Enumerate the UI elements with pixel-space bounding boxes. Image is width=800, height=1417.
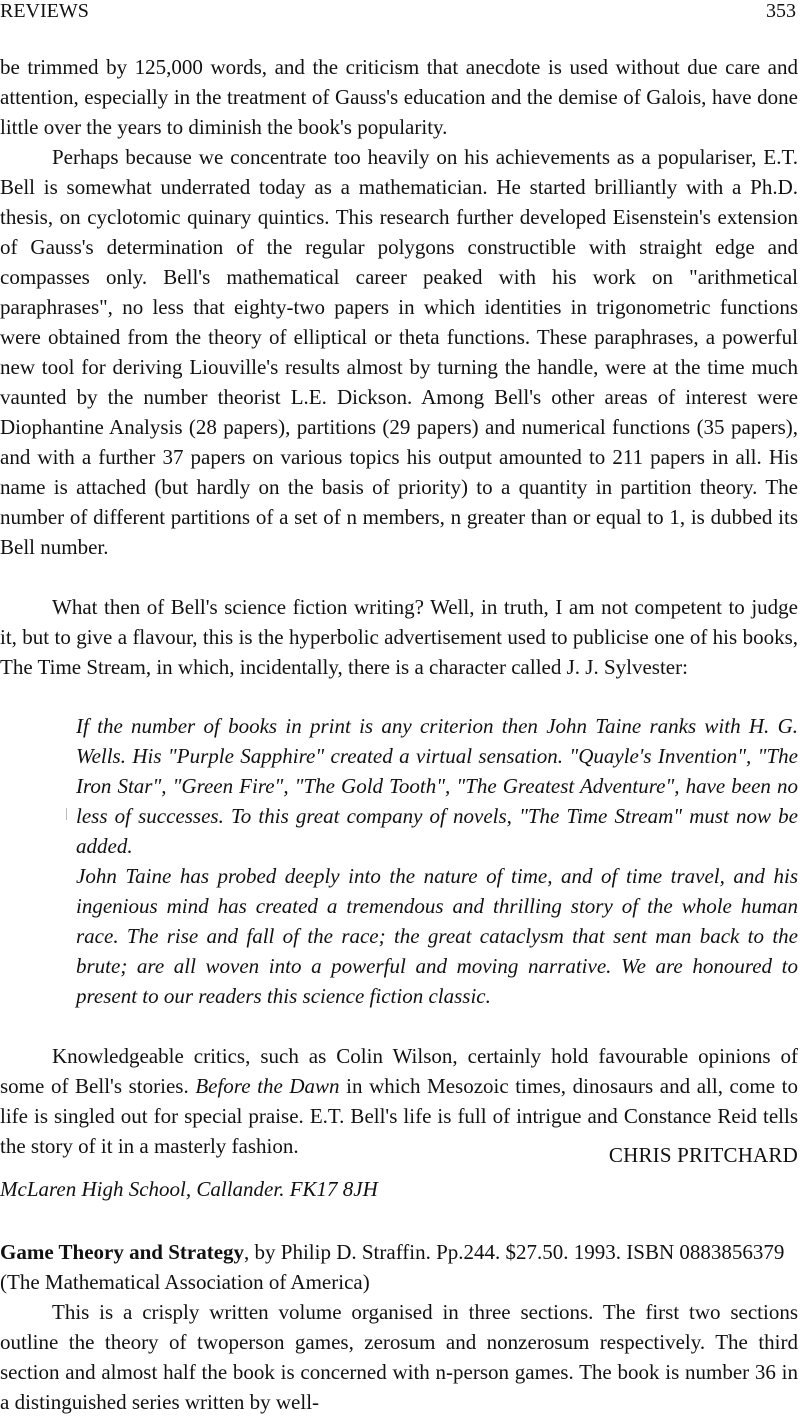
review-heading bbox=[0, 1237, 798, 1297]
review-opening-paragraph: This is a crisply written volume organised in three sections. The first two sections outline the theory of twoperson games, zerosum and nonzerosum respectively. The third section and almost half the book is concerned with n-person games. The book is number 36 in a distinguished series written by well- bbox=[0, 1300, 798, 1414]
book-details: , by Philip D. Straffin. Pp.244. $27.50. 1993. ISBN 0883856379 (The Mathematical Association of America) bbox=[0, 1240, 785, 1294]
page-number: 353 bbox=[766, 0, 796, 22]
closing-text-before: Knowledgeable critics, such as Colin Wilson, certainly hold favourable opinions of some of Bell's stories. bbox=[0, 1044, 798, 1098]
reviewer-affiliation: McLaren High School, Callander. FK17 8JH bbox=[0, 1177, 378, 1201]
quote-paragraph-1: If the number of books in print is any criterion then John Taine ranks with H. G. Wells. His "Purple Sapphire" created a virtual sensation. "Quayle's Invention", "The Iron Star", "Green Fire", "The Gold Tooth", "The Greatest Adventure", have been no less of successes. To this great company of novels, "The Time Stream" must now be added. bbox=[76, 714, 798, 858]
closing-text-after: in which Mesozoic times, dinosaurs and all, come to life is singled out for special praise. E.T. Bell's life is full of intrigue and Constance Reid tells the story of it in a masterly fashion. bbox=[0, 1074, 798, 1158]
paragraph-bell-mathematics: Perhaps because we concentrate too heavily on his achievements as a populariser, E.T. Bell is somewhat underrated today as a mathematician. He started brilliantly with a Ph.D. thesis, on cyclotomic quinary quintics. This research further developed Eisenstein's extension of Gauss's determination of the regular polygons constructible with straight edge and compasses only. Bell's mathematical career peaked with his work on "arithmetical paraphrases", no less that eighty-two papers in which identities in trigonometric functions were obtained from the theory of elliptical or theta functions. These paraphrases, a powerful new tool for deriving Liouville's results almost by turning the handle, were at the time much vaunted by the number theorist L.E. Dickson. Among Bell's other areas of interest were Diophantine Analysis (28 papers), partitions (29 papers) and numerical functions (35 papers), and with a further 37 papers on various topics his output amounted to 211 papers in all. His name is attached (but hardly on the basis of priority) to a quantity in partition theory. The number of different partitions of a set of n members, n greater than or equal to 1, is dubbed its Bell number. bbox=[0, 145, 798, 559]
paragraph-continuation: be trimmed by 125,000 words, and the criticism that anecdote is used without due care and attention, especially in the treatment of Gauss's education and the demise of Galois, have done little over the years to diminish the book's popularity. bbox=[0, 55, 798, 139]
section-title: REVIEWS bbox=[0, 0, 89, 22]
book-title: Game Theory and Strategy bbox=[0, 1240, 245, 1264]
running-head bbox=[0, 0, 800, 24]
margin-mark bbox=[66, 808, 67, 820]
book-title-before-the-dawn: Before the Dawn bbox=[195, 1074, 340, 1098]
paragraph-science-fiction: What then of Bell's science fiction writing? Well, in truth, I am not competent to judge it, but to give a flavour, this is the hyperbolic advertisement used to publicise one of his books, The Time Stream, in which, incidentally, there is a character called J. J. Sylvester: bbox=[0, 595, 798, 679]
reviewer-name: CHRIS PRITCHARD bbox=[608, 1143, 798, 1167]
quote-paragraph-2: John Taine has probed deeply into the nature of time, and of time travel, and his ingenious mind has created a tremendous and thrilling story of the whole human race. The rise and fall of the race; the great cataclysm that sent man back to the brute; are all woven into a powerful and moving narrative. We are honoured to present to our readers this science fiction classic. bbox=[76, 864, 798, 1008]
